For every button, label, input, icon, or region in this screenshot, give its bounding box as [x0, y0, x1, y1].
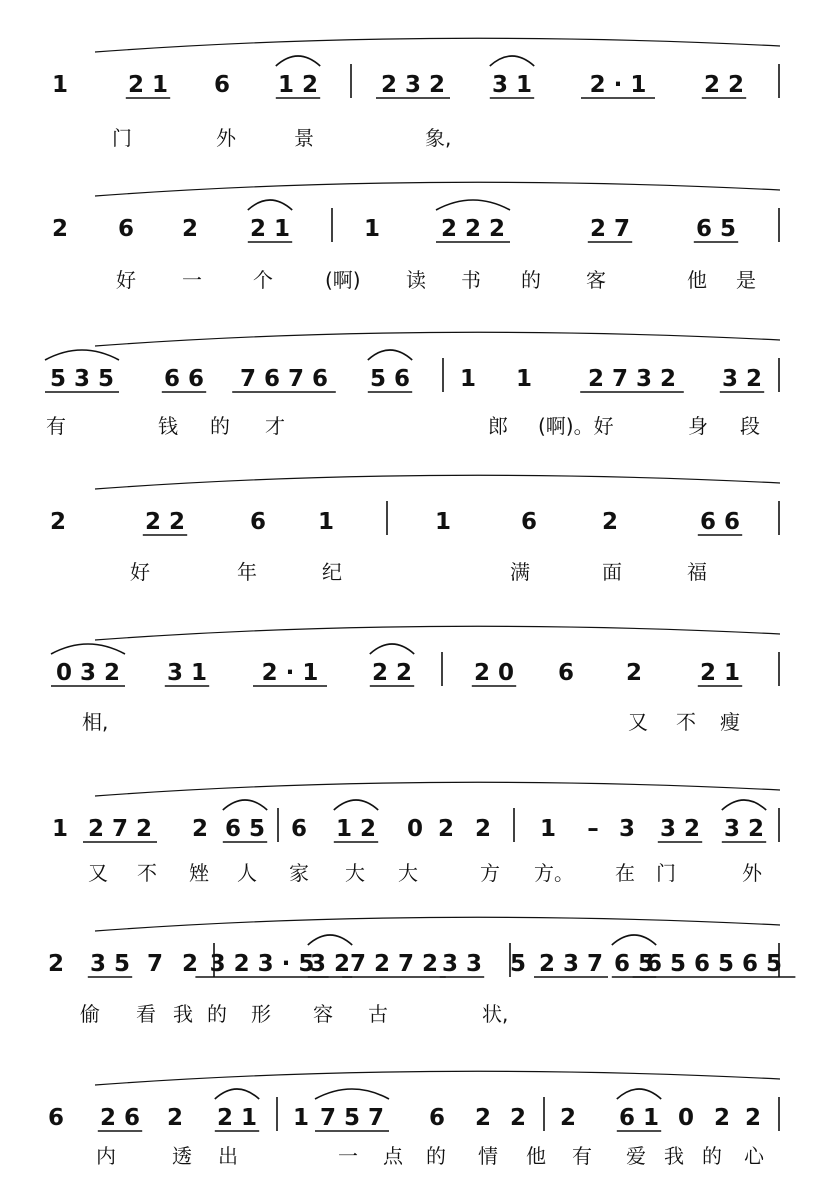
- note-group: 2: [191, 816, 209, 842]
- note-group: 3 2: [723, 816, 765, 842]
- note-group: 1: [317, 509, 335, 535]
- lyric-syllable: 一: [338, 1144, 358, 1168]
- slur: [612, 935, 656, 945]
- lyric-syllable: 透: [172, 1144, 192, 1168]
- slur: [248, 200, 292, 210]
- lyric-syllable: 读: [406, 268, 426, 292]
- note-group: 6: [557, 660, 575, 686]
- note-group: –: [587, 816, 599, 842]
- note-group: 6: [213, 72, 231, 98]
- note-group: 1 2: [277, 72, 319, 98]
- slur: [308, 935, 352, 945]
- lyric-syllable: 大: [398, 861, 418, 885]
- note-group: 6 1: [618, 1105, 660, 1131]
- note-group: 3 5: [89, 951, 131, 977]
- phrase-slur: [95, 917, 780, 931]
- note-group: 0 3 2: [55, 660, 121, 686]
- note-group: 2: [625, 660, 643, 686]
- lyric-syllable: 钱: [158, 414, 178, 438]
- lyric-syllable: 看: [136, 1002, 156, 1026]
- slur: [370, 644, 414, 654]
- note-group: 5 6: [369, 366, 411, 392]
- lyric-syllable: 是: [736, 268, 756, 292]
- note-group: 2 1: [216, 1105, 258, 1131]
- phrase-slur: [95, 782, 780, 796]
- note-group: 7 6 7 6: [239, 366, 329, 392]
- slur: [617, 1089, 661, 1099]
- note-group: 2 2: [371, 660, 413, 686]
- note-group: 6 5: [613, 951, 655, 977]
- note-group: 6 5 6 5 6 5: [645, 951, 783, 977]
- slur: [368, 350, 412, 360]
- lyric-syllable: 外: [216, 126, 236, 150]
- lyric-syllable: 我: [664, 1144, 684, 1168]
- lyric-syllable: 有: [46, 414, 66, 438]
- lyric-syllable: 满: [510, 560, 530, 584]
- note-group: 1: [459, 366, 477, 392]
- note-group: 2: [474, 816, 492, 842]
- note-group: 3: [618, 816, 636, 842]
- note-group: 1: [434, 509, 452, 535]
- note-group: 1: [515, 366, 533, 392]
- lyric-syllable: 他: [687, 268, 707, 292]
- slur: [51, 644, 125, 654]
- note-group: 2: [49, 509, 67, 535]
- slur: [276, 56, 320, 66]
- lyric-syllable: 的: [207, 1002, 227, 1026]
- lyric-syllable: 门: [112, 126, 132, 150]
- note-group: 6: [520, 509, 538, 535]
- lyric-syllable: 在: [615, 861, 635, 885]
- note-group: 3 2: [309, 951, 351, 977]
- note-group: 6 6: [163, 366, 205, 392]
- note-group: 0: [406, 816, 424, 842]
- note-group: 5: [509, 951, 527, 977]
- note-group: 3 3: [441, 951, 483, 977]
- lyric-syllable: 点: [383, 1144, 403, 1168]
- phrase-slur: [95, 182, 780, 196]
- lyric-syllable: 又: [628, 710, 648, 734]
- note-group: 2 2 2: [440, 216, 506, 242]
- lyric-syllable: 景: [294, 126, 314, 150]
- note-group: 2 6: [99, 1105, 141, 1131]
- note-group: 2 2: [144, 509, 186, 535]
- lyric-syllable: 他: [526, 1144, 546, 1168]
- note-group: 6: [117, 216, 135, 242]
- note-group: 2 · 1: [589, 72, 647, 98]
- note-group: 6: [428, 1105, 446, 1131]
- lyric-syllable: 段: [740, 414, 760, 438]
- note-group: 2: [47, 951, 65, 977]
- note-group: 5 3 5: [49, 366, 115, 392]
- slur: [334, 800, 378, 810]
- lyric-syllable: 内: [96, 1144, 116, 1168]
- lyric-syllable: 有: [572, 1144, 592, 1168]
- note-group: 1: [51, 816, 69, 842]
- lyric-syllable: 容: [313, 1002, 333, 1026]
- note-group: 6: [47, 1105, 65, 1131]
- note-group: 6 5: [695, 216, 737, 242]
- phrase-slur: [95, 38, 780, 52]
- lyric-syllable: 爱: [626, 1144, 646, 1168]
- note-group: 2: [474, 1105, 492, 1131]
- note-group: 2 · 1: [261, 660, 319, 686]
- lyric-syllable: 情: [478, 1144, 498, 1168]
- note-group: 6: [290, 816, 308, 842]
- lyric-syllable: 古: [368, 1002, 388, 1026]
- lyric-syllable: 的: [521, 268, 541, 292]
- lyric-syllable: 不: [676, 710, 696, 734]
- note-group: 2: [437, 816, 455, 842]
- phrase-slur: [95, 332, 780, 346]
- lyric-syllable: 的: [210, 414, 230, 438]
- lyric-syllable: 纪: [322, 560, 342, 584]
- phrase-slur: [95, 1071, 780, 1085]
- lyric-syllable: 好: [116, 268, 136, 292]
- lyric-syllable: 出: [218, 1144, 238, 1168]
- note-group: 2: [744, 1105, 762, 1131]
- note-group: 2: [509, 1105, 527, 1131]
- note-group: 1: [292, 1105, 310, 1131]
- lyric-syllable: 才: [265, 414, 285, 438]
- slur: [436, 200, 510, 210]
- note-group: 3 2: [721, 366, 763, 392]
- note-group: 2: [181, 951, 199, 977]
- note-group: 6 6: [699, 509, 741, 535]
- note-group: 2 1: [127, 72, 169, 98]
- lyric-syllable: 好: [130, 560, 150, 584]
- note-group: 2: [713, 1105, 731, 1131]
- note-group: 2: [51, 216, 69, 242]
- lyric-syllable: 书: [461, 268, 481, 292]
- note-group: 2 7: [589, 216, 631, 242]
- lyric-syllable: 的: [426, 1144, 446, 1168]
- phrase-slur: [95, 475, 780, 489]
- lyric-syllable: 偷: [80, 1002, 100, 1026]
- lyric-syllable: 我: [173, 1002, 193, 1026]
- note-group: 7 2 7 2: [349, 951, 439, 977]
- lyric-syllable: 客: [586, 268, 606, 292]
- note-group: 2 7 2: [87, 816, 153, 842]
- note-group: 3 1: [166, 660, 208, 686]
- lyric-syllable: 家: [289, 861, 309, 885]
- lyric-syllable: 心: [744, 1144, 764, 1168]
- note-group: 6 5: [224, 816, 266, 842]
- lyric-syllable: 门: [656, 861, 676, 885]
- slur: [722, 800, 766, 810]
- slur: [490, 56, 534, 66]
- note-group: 1 2: [335, 816, 377, 842]
- note-group: 2: [559, 1105, 577, 1131]
- lyric-syllable: 郎: [488, 414, 508, 438]
- lyric-syllable: 状,: [482, 1002, 509, 1026]
- lyric-syllable: 方。: [534, 861, 574, 885]
- note-group: 3 2: [659, 816, 701, 842]
- lyric-syllable: (啊): [325, 268, 361, 292]
- note-group: 0: [677, 1105, 695, 1131]
- lyric-syllable: 人: [237, 861, 257, 885]
- slur: [223, 800, 267, 810]
- note-group: 2: [166, 1105, 184, 1131]
- lyric-syllable: 瘦: [720, 710, 740, 734]
- lyric-syllable: 又: [88, 861, 108, 885]
- slur: [315, 1089, 389, 1099]
- note-group: 2 3 7: [538, 951, 604, 977]
- note-group: 7: [146, 951, 164, 977]
- note-group: 3 2 3 · 5: [209, 951, 315, 977]
- note-group: 2 3 2: [380, 72, 446, 98]
- phrase-slur: [95, 626, 780, 640]
- slur: [45, 350, 119, 360]
- lyric-syllable: 身: [688, 414, 708, 438]
- note-group: 1: [51, 72, 69, 98]
- note-group: 7 5 7: [319, 1105, 385, 1131]
- lyric-syllable: 方: [480, 861, 500, 885]
- note-group: 2: [181, 216, 199, 242]
- note-group: 2 0: [473, 660, 515, 686]
- note-group: 1: [363, 216, 381, 242]
- lyric-syllable: 个: [253, 268, 273, 292]
- lyric-syllable: 象,: [425, 126, 452, 150]
- lyric-syllable: 福: [687, 560, 707, 584]
- note-group: 2 7 3 2: [587, 366, 677, 392]
- lyric-syllable: 形: [251, 1002, 271, 1026]
- lyric-syllable: 不: [137, 861, 157, 885]
- lyric-syllable: 矬: [189, 861, 209, 885]
- lyric-syllable: 外: [742, 861, 762, 885]
- note-group: 1: [539, 816, 557, 842]
- lyric-syllable: 面: [602, 560, 622, 584]
- note-group: 2 1: [249, 216, 291, 242]
- note-group: 2 2: [703, 72, 745, 98]
- lyric-syllable: 大: [345, 861, 365, 885]
- note-group: 2 1: [699, 660, 741, 686]
- lyric-syllable: 年: [237, 560, 257, 584]
- lyric-syllable: (啊)。好: [538, 414, 614, 438]
- note-group: 6: [249, 509, 267, 535]
- note-group: 3 1: [491, 72, 533, 98]
- lyric-syllable: 一: [182, 268, 202, 292]
- note-group: 2: [601, 509, 619, 535]
- lyric-syllable: 的: [702, 1144, 722, 1168]
- lyric-syllable: 相,: [82, 710, 109, 734]
- slur: [215, 1089, 259, 1099]
